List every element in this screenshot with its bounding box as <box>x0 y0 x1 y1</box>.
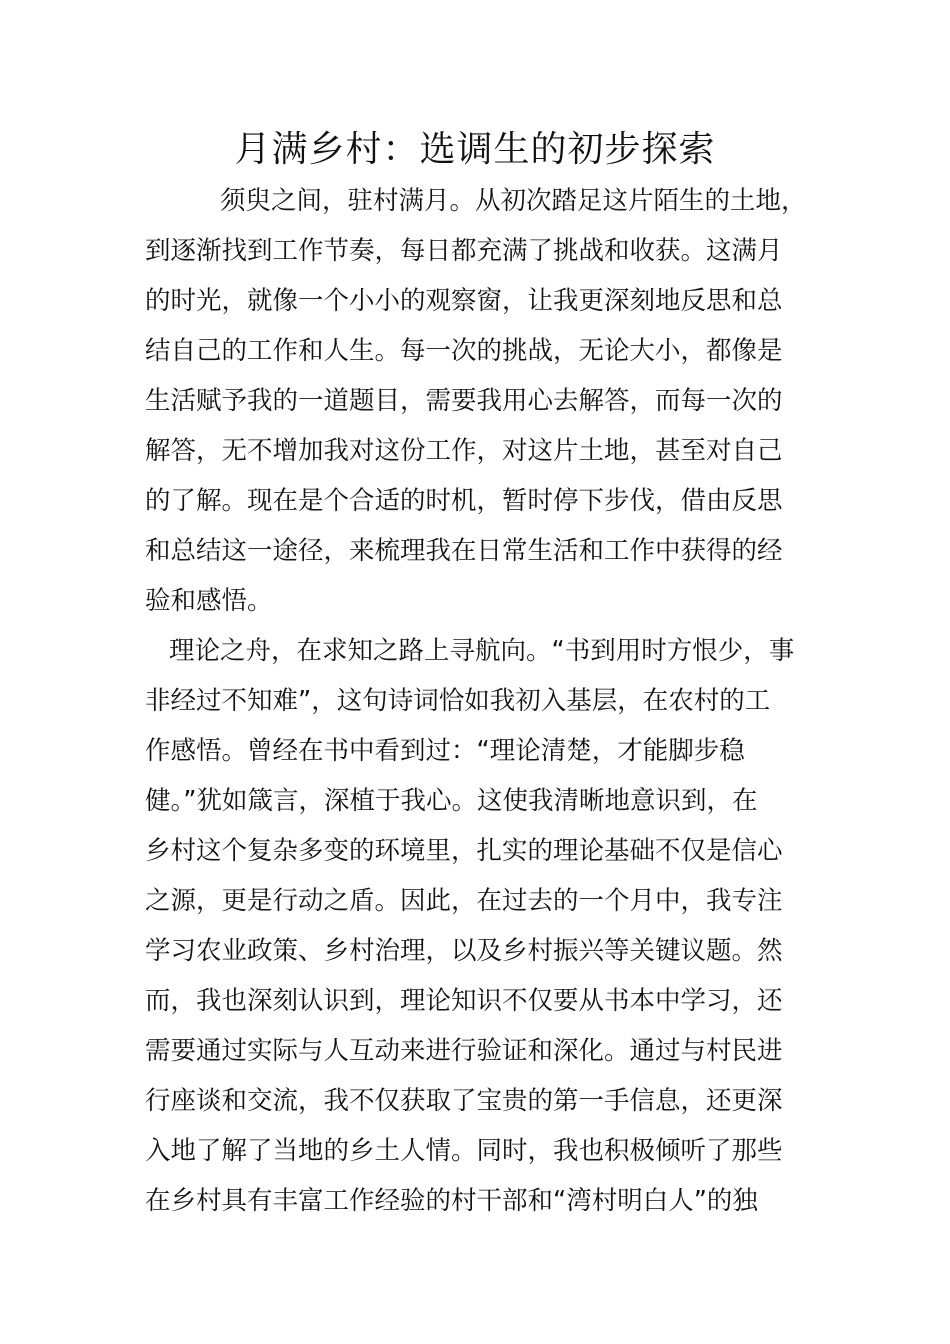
text-line: 之源，更是行动之盾。因此，在过去的一个月中，我专注 <box>145 886 783 916</box>
text-line: 乡村这个复杂多变的环境里，扎实的理论基础不仅是信心 <box>145 836 783 866</box>
text-line: 非经过不知难”，这句诗词恰如我初入基层，在农村的工 <box>145 686 771 716</box>
paragraph-1 <box>145 176 825 626</box>
text-line: 在乡村具有丰富工作经验的村干部和“湾村明白人”的独 <box>145 1186 758 1216</box>
document-title: 月满乡村：选调生的初步探索 <box>234 129 716 170</box>
text-line: 的时光，就像一个小小的观察窗，让我更深刻地反思和总 <box>145 286 783 316</box>
text-line: 须臾之间，驻村满月。从初次踏足这片陌生的土地， <box>220 186 807 216</box>
text-line: 到逐渐找到工作节奏，每日都充满了挑战和收获。这满月 <box>145 236 783 266</box>
text-line: 行座谈和交流，我不仅获取了宝贵的第一手信息，还更深 <box>145 1086 783 1116</box>
text-line: 需要通过实际与人互动来进行验证和深化。通过与村民进 <box>145 1036 783 1066</box>
text-line: 解答，无不增加我对这份工作，对这片土地，甚至对自己 <box>145 436 783 466</box>
text-line: 入地了解了当地的乡土人情。同时，我也积极倾听了那些 <box>145 1136 783 1166</box>
paragraph-2 <box>145 626 825 1226</box>
text-line: 理论之舟，在求知之路上寻航向。“书到用时方恨少，事 <box>169 636 795 666</box>
text-line: 健。”犹如箴言，深植于我心。这使我清晰地意识到，在 <box>145 786 758 816</box>
text-line: 和总结这一途径，来梳理我在日常生活和工作中获得的经 <box>145 536 783 566</box>
text-line: 的了解。现在是个合适的时机，暂时停下步伐，借由反思 <box>145 486 783 516</box>
text-line: 生活赋予我的一道题目，需要我用心去解答，而每一次的 <box>145 386 783 416</box>
document-body <box>145 176 825 1226</box>
text-line: 作感悟。曾经在书中看到过：“理论清楚，才能脚步稳 <box>145 736 745 766</box>
text-line: 而，我也深刻认识到，理论知识不仅要从书本中学习，还 <box>145 986 783 1016</box>
text-line: 学习农业政策、乡村治理，以及乡村振兴等关键议题。然 <box>145 936 783 966</box>
text-line: 结自己的工作和人生。每一次的挑战，无论大小，都像是 <box>145 336 783 366</box>
text-line: 验和感悟。 <box>145 586 273 616</box>
